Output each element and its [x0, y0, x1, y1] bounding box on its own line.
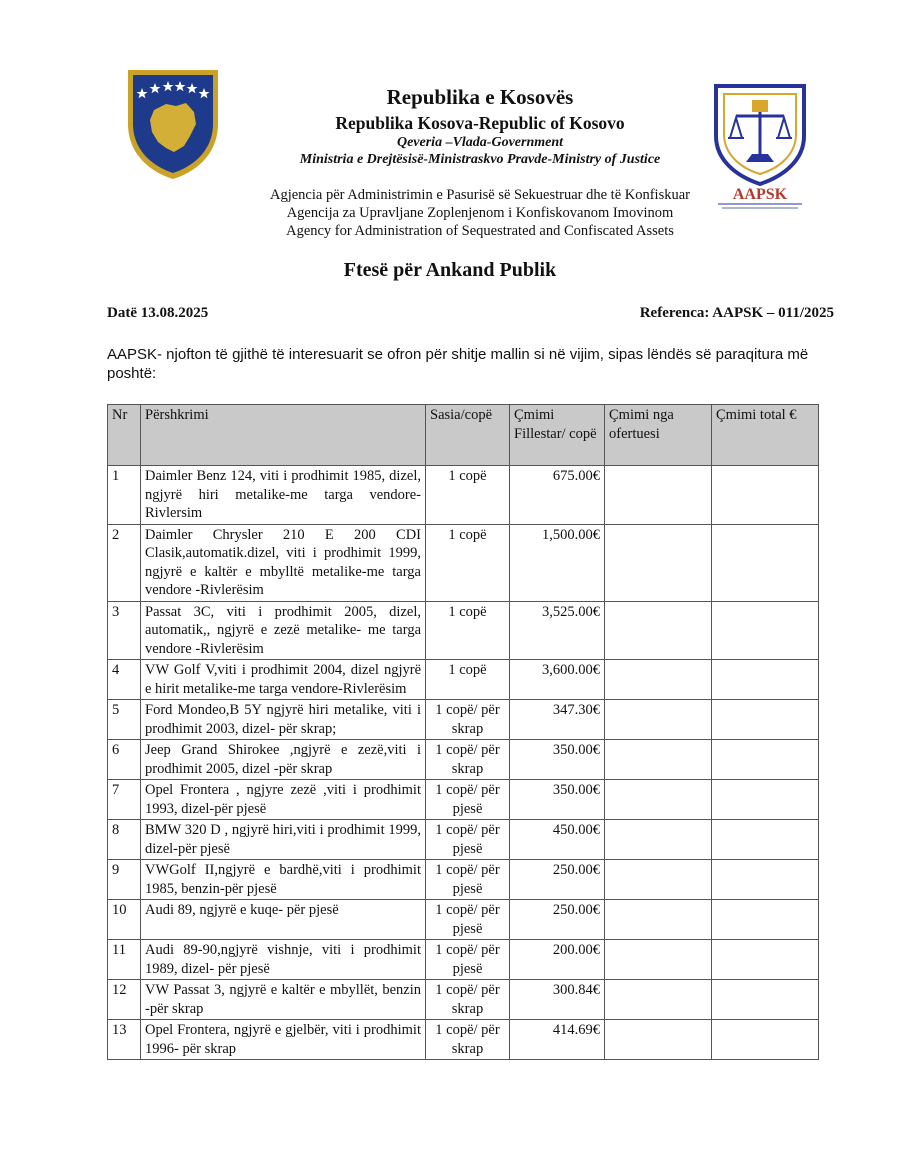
row-start-price: 675.00€	[510, 466, 605, 525]
row-nr: 12	[108, 980, 141, 1020]
row-description: Ford Mondeo,B 5Y ngjyrë hiri metalike, viti i prodhimit 2003, dizel- për skrap;	[141, 700, 426, 740]
row-offer-price	[605, 1020, 712, 1060]
row-description: Daimler Chrysler 210 E 200 CDI Clasik,automatik.dizel, viti i prodhimit 1999, ngjyrë e kaltër e mbylltë metalike-me targa vendore -Rivlerësim	[141, 524, 426, 601]
row-nr: 6	[108, 740, 141, 780]
row-quantity: 1 copë/ për pjesë	[426, 780, 510, 820]
row-quantity: 1 copë/ për skrap	[426, 740, 510, 780]
row-quantity: 1 copë/ për skrap	[426, 1020, 510, 1060]
row-nr: 8	[108, 820, 141, 860]
document-reference: Referenca: AAPSK – 011/2025	[639, 305, 834, 321]
row-offer-price	[605, 466, 712, 525]
row-nr: 3	[108, 601, 141, 660]
row-total-price	[712, 820, 819, 860]
row-description: Opel Frontera, ngjyrë e gjelbër, viti i prodhimit 1996- për skrap	[141, 1020, 426, 1060]
row-start-price: 250.00€	[510, 900, 605, 940]
row-quantity: 1 copë/ për skrap	[426, 980, 510, 1020]
table-row	[108, 700, 819, 740]
table-row	[108, 780, 819, 820]
row-offer-price	[605, 860, 712, 900]
row-start-price: 200.00€	[510, 940, 605, 980]
row-start-price: 450.00€	[510, 820, 605, 860]
row-description: BMW 320 D , ngjyrë hiri,viti i prodhimit 1999, dizel-për pjesë	[141, 820, 426, 860]
row-offer-price	[605, 980, 712, 1020]
row-description: VWGolf II,ngjyrë e bardhë,viti i prodhimit 1985, benzin-për pjesë	[141, 860, 426, 900]
row-nr: 11	[108, 940, 141, 980]
row-start-price: 1,500.00€	[510, 524, 605, 601]
table-row	[108, 900, 819, 940]
ministry-name: Ministria e Drejtësisë-Ministraskvo Pravde-Ministry of Justice	[299, 152, 661, 167]
row-nr: 10	[108, 900, 141, 940]
row-total-price	[712, 980, 819, 1020]
row-total-price	[712, 1020, 819, 1060]
table-row	[108, 980, 819, 1020]
row-description: Audi 89-90,ngjyrë vishnje, viti i prodhimit 1989, dizel- për pjesë	[141, 940, 426, 980]
row-total-price	[712, 466, 819, 525]
country-name-multilingual: Republika Kosova-Republic of Kosovo	[335, 113, 625, 133]
aapsk-logo-icon	[706, 78, 814, 212]
row-nr: 9	[108, 860, 141, 900]
row-quantity: 1 copë/ për pjesë	[426, 820, 510, 860]
row-description: Passat 3C, viti i prodhimit 2005, dizel, automatik,, ngjyrë e zezë metalike- me targa vendore -Rivlerësim	[141, 601, 426, 660]
row-offer-price	[605, 700, 712, 740]
row-total-price	[712, 860, 819, 900]
items-table	[107, 404, 819, 1060]
aapsk-logo-text: AAPSK	[732, 186, 788, 203]
row-quantity: 1 copë	[426, 660, 510, 700]
row-start-price: 414.69€	[510, 1020, 605, 1060]
row-nr: 13	[108, 1020, 141, 1060]
row-offer-price	[605, 740, 712, 780]
row-offer-price	[605, 780, 712, 820]
row-nr: 7	[108, 780, 141, 820]
row-quantity: 1 copë/ për pjesë	[426, 860, 510, 900]
header-description: Përshkrimi	[141, 405, 426, 466]
row-offer-price	[605, 524, 712, 601]
row-quantity: 1 copë/ për pjesë	[426, 900, 510, 940]
table-row	[108, 740, 819, 780]
header-start-price: Çmimi Fillestar/ copë	[510, 405, 605, 466]
header-quantity: Sasia/copë	[426, 405, 510, 466]
row-start-price: 347.30€	[510, 700, 605, 740]
table-row	[108, 466, 819, 525]
row-total-price	[712, 524, 819, 601]
row-total-price	[712, 660, 819, 700]
header-nr: Nr	[108, 405, 141, 466]
row-total-price	[712, 700, 819, 740]
row-description: Opel Frontera , ngjyre zezë ,viti i prodhimit 1993, dizel-për pjesë	[141, 780, 426, 820]
row-quantity: 1 copë	[426, 524, 510, 601]
agency-name-sr: Agencija za Upravljane Zoplenjenom i Konfiskovanom Imovinom	[286, 205, 674, 221]
header-offer-price: Çmimi nga ofertuesi	[605, 405, 712, 466]
row-start-price: 300.84€	[510, 980, 605, 1020]
table-row	[108, 820, 819, 860]
row-offer-price	[605, 900, 712, 940]
table-row	[108, 524, 819, 601]
row-offer-price	[605, 601, 712, 660]
table-row	[108, 860, 819, 900]
row-description: Jeep Grand Shirokee ,ngjyrë e zezë,viti i prodhimit 2005, dizel -për skrap	[141, 740, 426, 780]
row-start-price: 350.00€	[510, 740, 605, 780]
row-start-price: 3,525.00€	[510, 601, 605, 660]
row-description: Audi 89, ngjyrë e kuqe- për pjesë	[141, 900, 426, 940]
row-quantity: 1 copë/ për skrap	[426, 700, 510, 740]
row-description: VW Passat 3, ngjyrë e kaltër e mbyllët, benzin -për skrap	[141, 980, 426, 1020]
row-start-price: 3,600.00€	[510, 660, 605, 700]
table-row	[108, 1020, 819, 1060]
row-start-price: 350.00€	[510, 780, 605, 820]
table-header-row	[108, 405, 819, 466]
intro-paragraph: AAPSK- njofton të gjithë të interesuarit se ofron për shitje mallin si në vijim, sipas lëndës së paraqitura më poshtë:	[107, 346, 809, 382]
row-description: VW Golf V,viti i prodhimit 2004, dizel ngjyrë e hirit metalike-me targa vendore-Rivlerësim	[141, 660, 426, 700]
table-row	[108, 601, 819, 660]
document-date: Datë 13.08.2025	[107, 305, 209, 321]
row-description: Daimler Benz 124, viti i prodhimit 1985, dizel, ngjyrë hiri metalike-me targa vendore-Rivlersim	[141, 466, 426, 525]
row-total-price	[712, 780, 819, 820]
row-quantity: 1 copë	[426, 466, 510, 525]
row-total-price	[712, 601, 819, 660]
row-nr: 5	[108, 700, 141, 740]
row-quantity: 1 copë/ për pjesë	[426, 940, 510, 980]
agency-name-en: Agency for Administration of Sequestrated and Confiscated Assets	[286, 223, 674, 239]
government-name: Qeveria –Vlada-Government	[396, 135, 564, 150]
row-nr: 4	[108, 660, 141, 700]
row-start-price: 250.00€	[510, 860, 605, 900]
row-offer-price	[605, 940, 712, 980]
row-offer-price	[605, 660, 712, 700]
row-total-price	[712, 900, 819, 940]
row-offer-price	[605, 820, 712, 860]
row-total-price	[712, 940, 819, 980]
document-title: Ftesë për Ankand Publik	[343, 259, 557, 281]
table-row	[108, 660, 819, 700]
header-total-price: Çmimi total €	[712, 405, 819, 466]
row-total-price	[712, 740, 819, 780]
country-name: Republika e Kosovës	[386, 85, 574, 109]
table-row	[108, 940, 819, 980]
agency-name-sq: Agjencia për Administrimin e Pasurisë së Sekuestruar dhe të Konfiskuar	[270, 187, 690, 203]
row-nr: 2	[108, 524, 141, 601]
row-quantity: 1 copë	[426, 601, 510, 660]
row-nr: 1	[108, 466, 141, 525]
